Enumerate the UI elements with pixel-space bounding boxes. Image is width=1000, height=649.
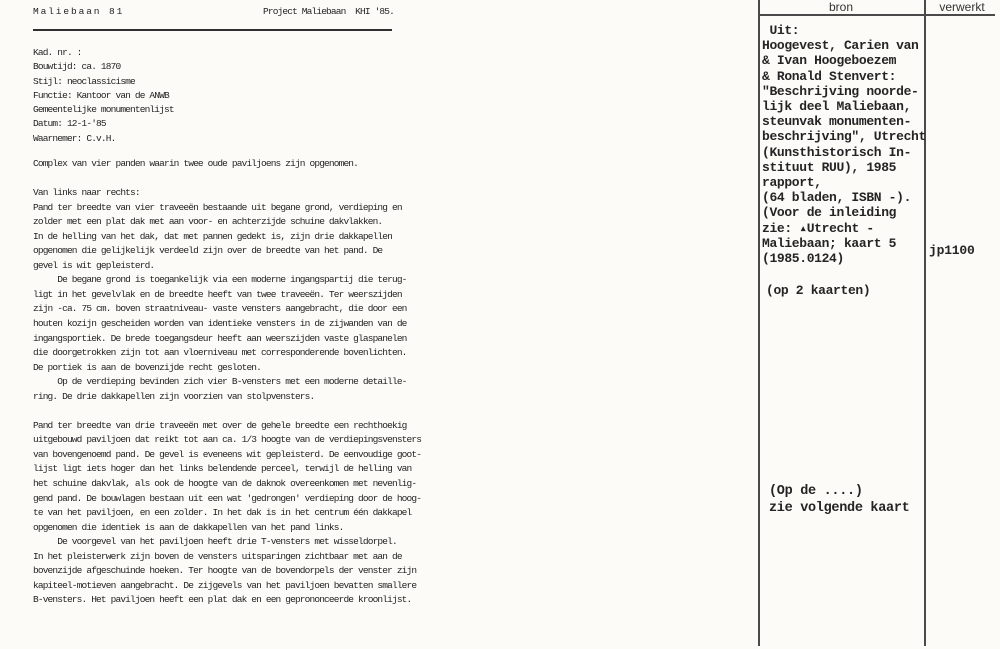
text-line: Van links naar rechts:	[33, 187, 140, 199]
bron-note-next-card	[769, 484, 909, 517]
text-line: ligt in het gevelvlak en de breedte heeft van twee traveeën. Ter weerszijden	[33, 288, 402, 300]
text-line: Kad. nr. :	[33, 47, 82, 58]
page-title: Maliebaan 81	[33, 6, 125, 17]
text-line: In de helling van het dak, dat met pannen gedekt is, zijn drie dakkapellen	[33, 230, 392, 242]
text-line: houten kozijn gescheiden worden van identieke vensters in de zijwanden van de	[33, 318, 407, 330]
text-line: Complex van vier panden waarin twee oude paviljoens zijn opgenomen.	[33, 158, 359, 169]
text-line: Functie: Kantoor van de ANWB	[33, 89, 169, 101]
text-line: zie volgende kaart	[769, 500, 910, 516]
text-line: rapport,	[762, 175, 822, 191]
text-line: "Beschrijving noorde-	[762, 83, 919, 99]
text-line: Hoogevest, Carien van	[762, 38, 919, 54]
text-line: zolder met een plat dak met aan voor- en achterzijde schuine dakvlakken.	[33, 216, 383, 228]
text-line: bovenzijde afgeschuinde hoeken. Ter hoogte van de bovendorpels der venster zijn	[33, 565, 417, 577]
text-line: & Ronald Stenvert:	[762, 68, 897, 84]
text-line: ring. De drie dakkapellen zijn voorzien van stolpvensters.	[33, 390, 315, 402]
text-line: gevel is wit gepleisterd.	[33, 259, 155, 271]
text-line: lijk deel Maliebaan,	[762, 99, 912, 115]
text-line: kapiteel-motieven aangebracht. De zijgevels van het paviljoen bevatten smallere	[33, 579, 417, 591]
text-line: te van het paviljoen, en een zolder. In het dak is in het centrum één dakkapel	[33, 507, 412, 519]
column-header-bron: bron	[828, 0, 854, 14]
column-header-verwerkt: verwerkt	[939, 0, 985, 14]
bron-note-cards: (op 2 kaarten)	[766, 283, 871, 298]
text-line: stituut RUU), 1985	[762, 159, 897, 175]
text-line: die doorgetrokken zijn tot aan vloerniveau met corresponderende bovenlichten.	[33, 347, 407, 359]
source-table-header-rule	[758, 14, 995, 16]
text-line: beschrijving", Utrecht	[762, 129, 926, 145]
text-line: opgenomen die identiek is aan de dakkapellen van het pand links.	[33, 521, 344, 533]
text-line: het schuine dakvlak, als ook de hoogte van de daknok overeenkomen met nevenlig-	[33, 478, 417, 490]
text-line: (64 bladen, ISBN -).	[762, 190, 912, 206]
text-line	[33, 404, 421, 419]
text-line: De portiek is aan de bovenzijde recht gesloten.	[33, 361, 261, 373]
header-underline	[33, 29, 392, 31]
text-line: Op de verdieping bevinden zich vier B-vensters met een moderne detaille-	[33, 376, 407, 388]
text-line: steunvak monumenten-	[762, 114, 912, 130]
text-line: opgenomen die gelijkelijk verdeeld zijn over de breedte van het pand. De	[33, 245, 383, 257]
text-line: van bovengenoemd pand. De gevel is eveneens wit gepleisterd. De eenvoudige goot-	[33, 448, 422, 460]
text-line: De begane grond is toegankelijk via een moderne ingangspartij die terug-	[33, 274, 407, 286]
text-line: zie: ▴Utrecht -	[762, 220, 874, 236]
text-line: Datum: 12-1-'85	[33, 118, 106, 130]
text-line: & Ivan Hoogeboezem	[762, 53, 897, 69]
text-line: Waarnemer: C.v.H.	[33, 132, 116, 144]
metadata-block	[33, 46, 174, 146]
description-text	[33, 157, 421, 608]
text-line: Maliebaan; kaart 5	[762, 235, 897, 251]
project-title: Project Maliebaan KHI '85.	[263, 6, 394, 17]
text-line: (Op de ....)	[769, 484, 863, 499]
bron-citation	[762, 23, 926, 266]
text-line: gend pand. De bouwlagen bestaan uit een wat 'gedrongen' verdieping door de hoog-	[33, 492, 422, 504]
text-line: Pand ter breedte van drie traveeën met over de gehele breedte een rechthoekig	[33, 419, 407, 431]
text-line: lijst ligt iets hoger dan het links belendende perceel, terwijl de helling van	[33, 463, 412, 475]
text-line: zijn -ca. 75 cm. boven straatniveau- vaste vensters aangebracht, die door een	[33, 303, 407, 315]
text-line: (Voor de inleiding	[762, 205, 897, 221]
text-line	[33, 172, 421, 187]
text-line: B-vensters. Het paviljoen heeft een plat dak en een geprononceerde kroonlijst.	[33, 594, 412, 606]
text-line: Pand ter breedte van vier traveeën bestaande uit begane grond, verdieping en	[33, 201, 402, 213]
verwerkt-code: jp1100	[929, 243, 975, 258]
text-line: (Kunsthistorisch In-	[762, 144, 912, 160]
source-table-left-border	[758, 0, 760, 646]
text-line: (1985.0124)	[762, 251, 844, 267]
text-line: Gemeentelijke monumentenlijst	[33, 104, 174, 116]
text-line: ingangsportiek. De brede toegangsdeur heeft aan weerszijden vaste glaspanelen	[33, 332, 407, 344]
text-line: De voorgevel van het paviljoen heeft drie T-vensters met wisseldorpel.	[33, 536, 397, 548]
text-line: Bouwtijd: ca. 1870	[33, 61, 121, 73]
text-line: In het pleisterwerk zijn boven de vensters uitsparingen zichtbaar met aan de	[33, 550, 402, 562]
text-line: uitgebouwd paviljoen dat reikt tot aan ca. 1/3 hoogte van de verdiepingsvensters	[33, 434, 422, 446]
text-line: Stijl: neoclassicisme	[33, 75, 135, 87]
text-line: Uit:	[762, 23, 800, 38]
